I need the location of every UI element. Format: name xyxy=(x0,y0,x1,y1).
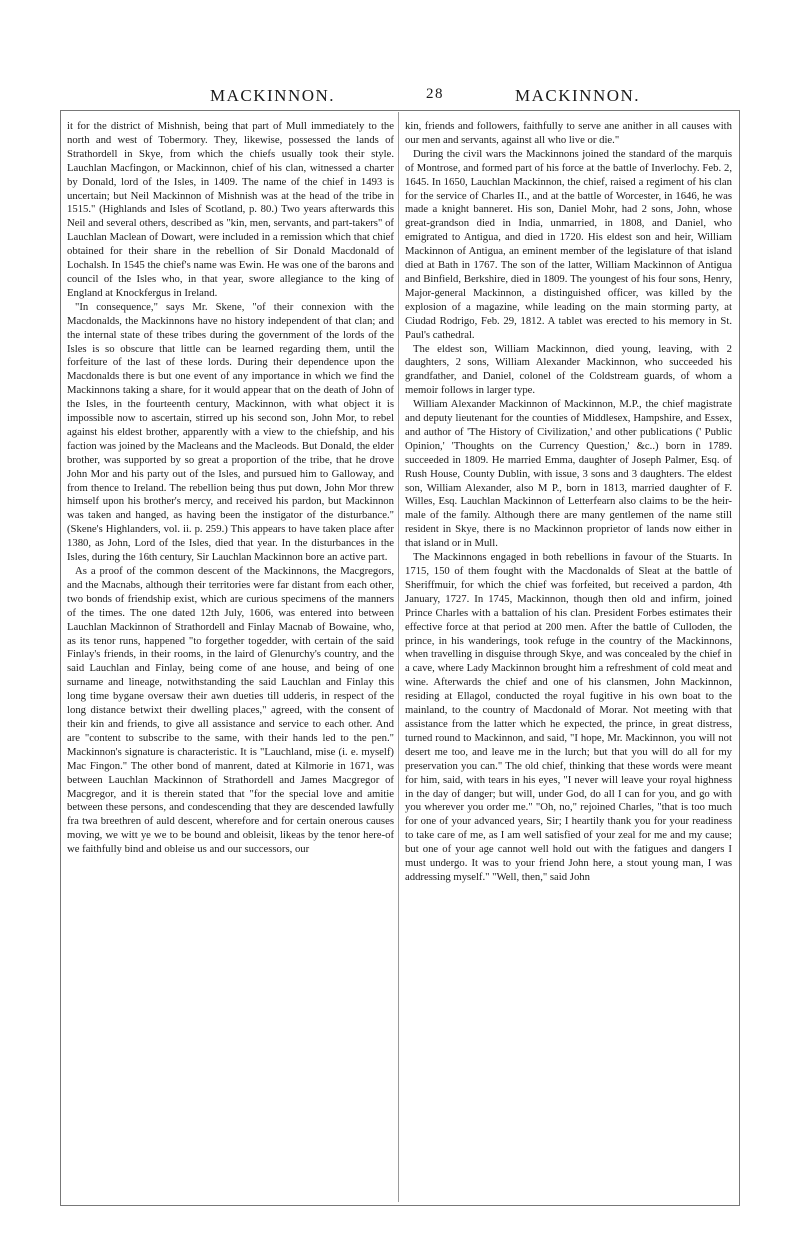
header-title-right: MACKINNON. xyxy=(515,86,641,105)
paragraph: The eldest son, William Mackinnon, died young, leaving, with 2 daughters, 2 sons, William Alexander Mackinnon, who succeeded his grandfather, and Daniel, colonel of the Coldstream guards, of whom a memoir follows in larger type. xyxy=(405,342,732,397)
paragraph: During the civil wars the Mackinnons joined the standard of the marquis of Montrose, and formed part of his force at the battle of Inverlochy. Feb. 2, 1645. In 1650, Lauchlan Mackinnon, the chief, raised a regiment of his clan for the service of Charles II., and at the battle of Worcester, in 1646, he was made a knight banneret. His son, Daniel Mohr, had 2 sons, John, whose great-grandson died in India, unmarried, in 1808, and Daniel, who emigrated to Antigua, and died in 1720. His eldest son and heir, William Mackinnon of Antigua, an eminent member of the legislature of that island died at Bath in 1767. The son of the latter, William Mackinnon of Antigua and Binfield, Berkshire, died in 1809. The youngest of his four sons, Henry, Major-general Mackinnon, a distinguished officer, was killed by the explosion of a magazine, while leading on the main storming party, at Ciudad Rodrigo, Feb. 29, 1812. A tablet was erected to his memory in St. Paul's cathedral. xyxy=(405,147,732,341)
paragraph: William Alexander Mackinnon of Mackinnon, M.P., the chief magistrate and deputy lieutenant for the counties of Middlesex, Hampshire, and Essex, and author of 'The History of Civilization,' and other publications (' Public Opinion,' 'Thoughts on the Currency Question,' &c..) born in 1789. succeeded in 1809. He married Emma, daughter of Joseph Palmer, Esq. of Rush House, County Dublin, with issue, 3 sons and 3 daughters. The eldest son, William Alexander, also M P., born in 1813, married daughter of F. Willes, Esq. Lauchlan Mackinnon of Letterfearn also claims to be the heir-male of the family. Although there are many gentlemen of the name still resident in Skye, there is no Mackinnon proprietor of lands now either in that island or in Mull. xyxy=(405,398,732,550)
column-divider xyxy=(398,112,399,1202)
page-number: 28 xyxy=(426,86,444,102)
paragraph: it for the district of Mishnish, being that part of Mull immediately to the north and west of Tobermory. They, likewise, possessed the lands of Strathordell in Skye, from which the chiefs usually took their style. Lauchlan Macfingon, or Mackinnon, chief of his clan, witnessed a charter by Donald, lord of the Isles, in 1409. The name of the chief in 1493 is uncertain; but Neil Mackinnon of Mishnish was at the head of the tribe in 1515." (Highlands and Isles of Scotland, p. 80.) Two years afterwards this Neil and several others, described as "kin, men, servants, and part-takers" of Lauchlan Maclean of Dowart, were included in a remission which that chief obtained for their share in the rebellion of Sir Donald Macdonald of Lochalsh. In 1545 the chief's name was Ewin. He was one of the barons and council of the Isles who, in that year, swore allegiance to the king of England at Knockfergus in Ireland. xyxy=(67,120,394,299)
left-column xyxy=(67,120,394,1200)
paragraph: As a proof of the common descent of the Mackinnons, the Macgregors, and the Macnabs, although their territories were far distant from each other, two bonds of friendship exist, which are curious specimens of the manners of the times. The one dated 12th July, 1606, was entered into between Lauchlan Mackinnon of Strathordell and Finlay Macnab of Bowaine, who, as its tenor runs, happened "to forgether togedder, with certain of the said Finlay's friends, in their rooms, in the laird of Glenurchy's country, and the said Lauchlan and Finlay, being come of ane house, and being of one surname and lineage, notwithstanding the said Lauchlan and Finlay this long time bygane oversaw their awn dueties till udderis, in respect of the long distance betwixt their dwelling places," agreed, with the consent of their kin and friends, to give all assistance and service to each other. And are "content to subscribe to the same, with their hands led to the pen." Mackinnon's signature is characteristic. It is "Lauchland, mise (i. e. myself) Mac Fingon." The other bond of manrent, dated at Kilmorie in 1671, was between Lauchlan Mackinnon of Strathordell and James Macgregor of Macgregor, and it is therein stated that "for the special love and amitie between these persons, and condescending that they are descended lawfully fra twa breethren of auld descent, wherefore and for certain onerous causes moving, we witt ye we to be bound and obleisit, likeas by the tenor here-of we faithfully bind and obleise us and our successors, our xyxy=(67,565,394,856)
paragraph: kin, friends and followers, faithfully to serve ane anither in all causes with our men and servants, against all who live or die." xyxy=(405,120,732,146)
right-column xyxy=(405,120,732,1200)
paragraph: The Mackinnons engaged in both rebellions in favour of the Stuarts. In 1715, 150 of them fought with the Macdonalds of Sleat at the battle of Sheriffmuir, for which the chief was forfeited, but received a pardon, 4th January, 1727. In 1745, Mackinnon, though then old and infirm, joined Prince Charles with a battalion of his clan. President Forbes estimates their effective force at that period at 200 men. After the battle of Culloden, the prince, in his wanderings, took refuge in the country of the Mackinnons, when travelling in disguise through Skye, and was concealed by the chief in a cave, where Lady Mackinnon brought him a refreshment of cold meat and wine. Afterwards the chief and one of his clansmen, John Mackinnon, residing at Ellagol, conducted the royal fugitive in his own boat to the mainland, to the country of Macdonald of Morar. Not meeting with that assistance from the latter which he expected, the prince, in great distress, turned round to Mackinnon, and said, "I hope, Mr. Mackinnon, you will not desert me too, and leave me in the lurch; but that you will do all for my preservation you can." The old chief, thinking that these words were meant for him, said, with tears in his eyes, "I never will leave your royal highness in the day of danger; but will, under God, do all I can for you, and go with you wherever you order me." "Oh, no," rejoined Charles, "that is too much for one of your advanced years, Sir; I heartily thank you for your readiness to take care of me, as I am well satisfied of your zeal for me and my cause; but one of your age cannot well hold out with the fatigues and dangers I must undergo. It was to your friend John here, a stout young man, I was addressing myself." "Well, then," said John xyxy=(405,551,732,883)
running-header xyxy=(60,86,740,108)
paragraph: "In consequence," says Mr. Skene, "of their connexion with the Macdonalds, the Mackinnons have no history independent of that clan; and the internal state of these tribes during the government of the lords of the Isles is so obscure that little can be learned regarding them, until the forfeiture of the last of these lords. During their dependence upon the Macdonalds there is but one event of any importance in which we find the Mackinnons taking a share, for it would appear that on the death of John of the Isles, in the fourteenth century, Mackinnon, with what object it is impossible now to ascertain, stirred up his second son, John Mor, to rebel against his eldest brother, apparently with a view to the chiefship, and his faction was joined by the Macleans and the Macleods. But Donald, the elder brother, was supported by so great a proportion of the tribe, that he drove John Mor and his party out of the Isles, and pursued him to Galloway, and from thence to Ireland. The rebellion being thus put down, John Mor threw himself upon his brother's mercy, and received his pardon, but Mackinnon was taken and hanged, as having been the instigator of the disturbance." (Skene's Highlanders, vol. ii. p. 259.) This appears to have taken place after 1380, as John, Lord of the Isles, died that year. In the disturbances in the Isles, during the 16th century, Sir Lauchlan Mackinnon bore an active part. xyxy=(67,300,394,564)
header-title-left: MACKINNON. xyxy=(210,86,336,105)
